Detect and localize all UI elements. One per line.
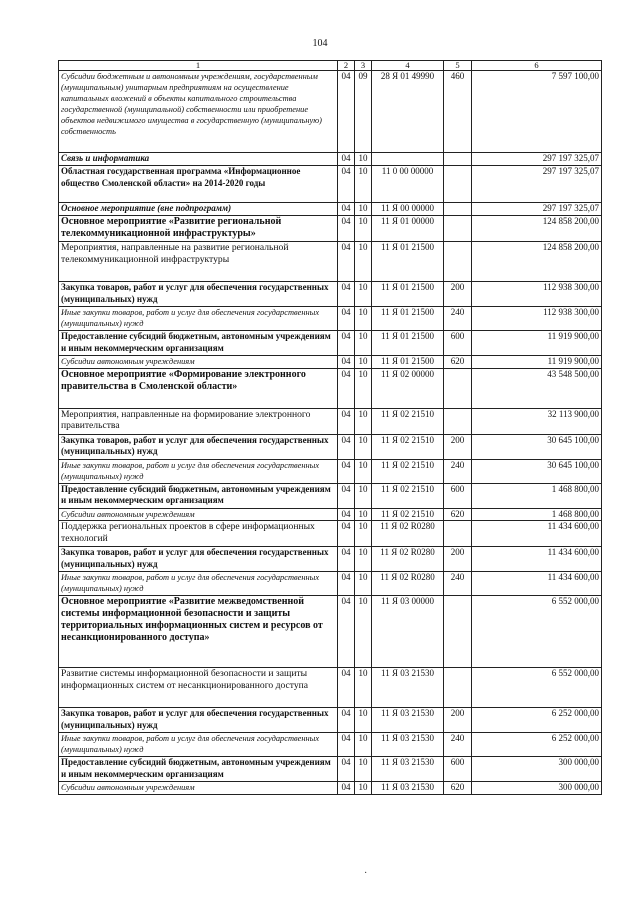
target-code-cell: 11 Я 03 21530 <box>372 668 444 708</box>
target-code-cell: 11 Я 00 00000 <box>372 203 444 216</box>
expense-type-cell: 600 <box>444 757 472 782</box>
expense-type-cell <box>444 166 472 203</box>
subsection-code-cell: 10 <box>355 459 372 483</box>
section-code-cell: 04 <box>338 596 355 668</box>
expense-type-cell <box>444 368 472 408</box>
table-row <box>59 782 602 795</box>
subsection-code-cell: 10 <box>355 408 372 434</box>
section-code-cell: 04 <box>338 708 355 733</box>
table-row <box>59 166 602 203</box>
table-row <box>59 307 602 331</box>
amount-cell: 300 000,00 <box>472 757 602 782</box>
table-row <box>59 483 602 508</box>
subsection-code-cell: 10 <box>355 356 372 369</box>
table-row <box>59 368 602 408</box>
amount-cell: 11 919 900,00 <box>472 331 602 356</box>
column-header-5: 5 <box>444 61 472 71</box>
table-row <box>59 408 602 434</box>
scan-mark: · <box>364 868 368 879</box>
row-name-cell: Субсидии автономным учреждениям <box>59 782 338 795</box>
target-code-cell <box>372 153 444 166</box>
column-header-6: 6 <box>472 61 602 71</box>
amount-cell: 7 597 100,00 <box>472 71 602 153</box>
table-row <box>59 757 602 782</box>
row-name-cell: Предоставление субсидий бюджетным, автономным учреждениям и иным некоммерческим организациям <box>59 757 338 782</box>
section-code-cell: 04 <box>338 782 355 795</box>
table-row <box>59 572 602 596</box>
row-name-cell: Иные закупки товаров, работ и услуг для обеспечения государственных (муниципальных) нужд <box>59 459 338 483</box>
amount-cell: 297 197 325,07 <box>472 166 602 203</box>
section-code-cell: 04 <box>338 757 355 782</box>
table-row <box>59 733 602 757</box>
target-code-cell: 11 Я 01 21500 <box>372 242 444 282</box>
subsection-code-cell: 10 <box>355 668 372 708</box>
target-code-cell: 11 Я 02 R0280 <box>372 572 444 596</box>
amount-cell: 1 468 800,00 <box>472 508 602 521</box>
amount-cell: 300 000,00 <box>472 782 602 795</box>
target-code-cell: 11 Я 03 00000 <box>372 596 444 668</box>
table-row <box>59 203 602 216</box>
table-row <box>59 282 602 307</box>
section-code-cell: 04 <box>338 547 355 572</box>
target-code-cell: 11 Я 03 21530 <box>372 782 444 795</box>
row-name-cell: Развитие системы информационной безопасности и защиты информационных систем от несанкционированного доступа <box>59 668 338 708</box>
row-name-cell: Предоставление субсидий бюджетным, автономным учреждениям и иным некоммерческим организациям <box>59 483 338 508</box>
row-name-cell: Основное мероприятие «Развитие межведомственной системы информационной безопасности и защиты территориальных информационных систем и ресурсов от несанкционированного доступа» <box>59 596 338 668</box>
expense-type-cell <box>444 203 472 216</box>
section-code-cell: 04 <box>338 282 355 307</box>
amount-cell: 297 197 325,07 <box>472 153 602 166</box>
column-header-1: 1 <box>59 61 338 71</box>
table-body <box>59 71 602 795</box>
amount-cell: 6 252 000,00 <box>472 708 602 733</box>
subsection-code-cell: 10 <box>355 203 372 216</box>
table-row <box>59 668 602 708</box>
table-row <box>59 508 602 521</box>
target-code-cell: 11 Я 01 00000 <box>372 216 444 242</box>
subsection-code-cell: 10 <box>355 596 372 668</box>
target-code-cell: 11 Я 01 21500 <box>372 282 444 307</box>
table-row <box>59 434 602 459</box>
expense-type-cell: 620 <box>444 356 472 369</box>
expense-type-cell: 460 <box>444 71 472 153</box>
expense-type-cell <box>444 153 472 166</box>
target-code-cell: 11 Я 02 21510 <box>372 408 444 434</box>
target-code-cell: 11 Я 01 21500 <box>372 307 444 331</box>
row-name-cell: Основное мероприятие (вне подпрограмм) <box>59 203 338 216</box>
section-code-cell: 04 <box>338 216 355 242</box>
table-row <box>59 216 602 242</box>
subsection-code-cell: 10 <box>355 547 372 572</box>
subsection-code-cell: 10 <box>355 782 372 795</box>
expense-type-cell: 240 <box>444 572 472 596</box>
expense-type-cell: 200 <box>444 434 472 459</box>
expense-type-cell <box>444 216 472 242</box>
amount-cell: 124 858 200,00 <box>472 242 602 282</box>
expense-type-cell: 620 <box>444 508 472 521</box>
target-code-cell: 11 Я 02 21510 <box>372 459 444 483</box>
expense-type-cell <box>444 408 472 434</box>
row-name-cell: Предоставление субсидий бюджетным, автономным учреждениям и иным некоммерческим организациям <box>59 331 338 356</box>
budget-table <box>58 60 602 795</box>
column-header-2: 2 <box>338 61 355 71</box>
row-name-cell: Субсидии автономным учреждениям <box>59 508 338 521</box>
column-header-4: 4 <box>372 61 444 71</box>
subsection-code-cell: 10 <box>355 216 372 242</box>
subsection-code-cell: 10 <box>355 708 372 733</box>
subsection-code-cell: 10 <box>355 572 372 596</box>
target-code-cell: 11 Я 02 21510 <box>372 434 444 459</box>
subsection-code-cell: 10 <box>355 368 372 408</box>
amount-cell: 11 434 600,00 <box>472 547 602 572</box>
table-row <box>59 547 602 572</box>
expense-type-cell <box>444 521 472 547</box>
expense-type-cell: 620 <box>444 782 472 795</box>
table-row <box>59 356 602 369</box>
expense-type-cell: 240 <box>444 733 472 757</box>
amount-cell: 124 858 200,00 <box>472 216 602 242</box>
target-code-cell: 11 Я 03 21530 <box>372 757 444 782</box>
section-code-cell: 04 <box>338 572 355 596</box>
expense-type-cell <box>444 596 472 668</box>
table-row <box>59 459 602 483</box>
row-name-cell: Основное мероприятие «Развитие региональной телекоммуникационной инфраструктуры» <box>59 216 338 242</box>
section-code-cell: 04 <box>338 508 355 521</box>
expense-type-cell <box>444 242 472 282</box>
target-code-cell: 11 Я 02 R0280 <box>372 521 444 547</box>
subsection-code-cell: 10 <box>355 282 372 307</box>
section-code-cell: 04 <box>338 368 355 408</box>
amount-cell: 297 197 325,07 <box>472 203 602 216</box>
amount-cell: 30 645 100,00 <box>472 459 602 483</box>
target-code-cell: 28 Я 01 49990 <box>372 71 444 153</box>
table-row <box>59 596 602 668</box>
column-header-3: 3 <box>355 61 372 71</box>
subsection-code-cell: 10 <box>355 757 372 782</box>
amount-cell: 43 548 500,00 <box>472 368 602 408</box>
section-code-cell: 04 <box>338 153 355 166</box>
amount-cell: 6 552 000,00 <box>472 668 602 708</box>
expense-type-cell: 240 <box>444 459 472 483</box>
amount-cell: 6 552 000,00 <box>472 596 602 668</box>
amount-cell: 32 113 900,00 <box>472 408 602 434</box>
subsection-code-cell: 10 <box>355 434 372 459</box>
row-name-cell: Мероприятия, направленные на формирование электронного правительства <box>59 408 338 434</box>
subsection-code-cell: 10 <box>355 166 372 203</box>
section-code-cell: 04 <box>338 668 355 708</box>
amount-cell: 11 919 900,00 <box>472 356 602 369</box>
expense-type-cell: 600 <box>444 483 472 508</box>
row-name-cell: Закупка товаров, работ и услуг для обеспечения государственных (муниципальных) нужд <box>59 282 338 307</box>
row-name-cell: Поддержка региональных проектов в сфере информационных технологий <box>59 521 338 547</box>
table-row <box>59 153 602 166</box>
target-code-cell: 11 Я 03 21530 <box>372 733 444 757</box>
amount-cell: 112 938 300,00 <box>472 282 602 307</box>
section-code-cell: 04 <box>338 242 355 282</box>
table-row <box>59 71 602 153</box>
section-code-cell: 04 <box>338 733 355 757</box>
expense-type-cell: 200 <box>444 282 472 307</box>
expense-type-cell: 600 <box>444 331 472 356</box>
section-code-cell: 04 <box>338 408 355 434</box>
target-code-cell: 11 Я 02 21510 <box>372 508 444 521</box>
table-row <box>59 521 602 547</box>
expense-type-cell: 240 <box>444 307 472 331</box>
section-code-cell: 04 <box>338 166 355 203</box>
subsection-code-cell: 10 <box>355 153 372 166</box>
section-code-cell: 04 <box>338 459 355 483</box>
expense-type-cell: 200 <box>444 708 472 733</box>
section-code-cell: 04 <box>338 331 355 356</box>
amount-cell: 6 252 000,00 <box>472 733 602 757</box>
section-code-cell: 04 <box>338 521 355 547</box>
table-header-row <box>59 61 602 71</box>
expense-type-cell <box>444 668 472 708</box>
table-row <box>59 242 602 282</box>
section-code-cell: 04 <box>338 356 355 369</box>
section-code-cell: 04 <box>338 203 355 216</box>
target-code-cell: 11 Я 02 21510 <box>372 483 444 508</box>
row-name-cell: Иные закупки товаров, работ и услуг для обеспечения государственных (муниципальных) нужд <box>59 733 338 757</box>
amount-cell: 1 468 800,00 <box>472 483 602 508</box>
row-name-cell: Закупка товаров, работ и услуг для обеспечения государственных (муниципальных) нужд <box>59 547 338 572</box>
amount-cell: 11 434 600,00 <box>472 521 602 547</box>
row-name-cell: Закупка товаров, работ и услуг для обеспечения государственных (муниципальных) нужд <box>59 708 338 733</box>
amount-cell: 30 645 100,00 <box>472 434 602 459</box>
target-code-cell: 11 Я 02 R0280 <box>372 547 444 572</box>
expense-type-cell: 200 <box>444 547 472 572</box>
subsection-code-cell: 10 <box>355 508 372 521</box>
row-name-cell: Субсидии автономным учреждениям <box>59 356 338 369</box>
subsection-code-cell: 10 <box>355 242 372 282</box>
amount-cell: 11 434 600,00 <box>472 572 602 596</box>
subsection-code-cell: 10 <box>355 331 372 356</box>
subsection-code-cell: 10 <box>355 307 372 331</box>
row-name-cell: Закупка товаров, работ и услуг для обеспечения государственных (муниципальных) нужд <box>59 434 338 459</box>
page-number: 104 <box>312 38 328 49</box>
row-name-cell: Основное мероприятие «Формирование электронного правительства в Смоленской области» <box>59 368 338 408</box>
target-code-cell: 11 Я 01 21500 <box>372 331 444 356</box>
section-code-cell: 04 <box>338 483 355 508</box>
row-name-cell: Иные закупки товаров, работ и услуг для обеспечения государственных (муниципальных) нужд <box>59 307 338 331</box>
row-name-cell: Субсидии бюджетным и автономным учреждениям, государственным (муниципальным) унитарным предприятиям на осуществление капитальных вложений в объекты капитального строительства государственной (муниципальной) собственности или приобретение объектов недвижимого имущества в государственную (муниципальную) собственность <box>59 71 338 153</box>
subsection-code-cell: 10 <box>355 483 372 508</box>
row-name-cell: Областная государственная программа «Информационное общество Смоленской области» на 2014-2020 годы <box>59 166 338 203</box>
target-code-cell: 11 Я 02 00000 <box>372 368 444 408</box>
table-row <box>59 331 602 356</box>
subsection-code-cell: 10 <box>355 521 372 547</box>
target-code-cell: 11 0 00 00000 <box>372 166 444 203</box>
section-code-cell: 04 <box>338 307 355 331</box>
amount-cell: 112 938 300,00 <box>472 307 602 331</box>
section-code-cell: 04 <box>338 71 355 153</box>
row-name-cell: Иные закупки товаров, работ и услуг для обеспечения государственных (муниципальных) нужд <box>59 572 338 596</box>
table-row <box>59 708 602 733</box>
subsection-code-cell: 09 <box>355 71 372 153</box>
target-code-cell: 11 Я 01 21500 <box>372 356 444 369</box>
row-name-cell: Мероприятия, направленные на развитие региональной телекоммуникационной инфраструктуры <box>59 242 338 282</box>
section-code-cell: 04 <box>338 434 355 459</box>
subsection-code-cell: 10 <box>355 733 372 757</box>
row-name-cell: Связь и информатика <box>59 153 338 166</box>
target-code-cell: 11 Я 03 21530 <box>372 708 444 733</box>
